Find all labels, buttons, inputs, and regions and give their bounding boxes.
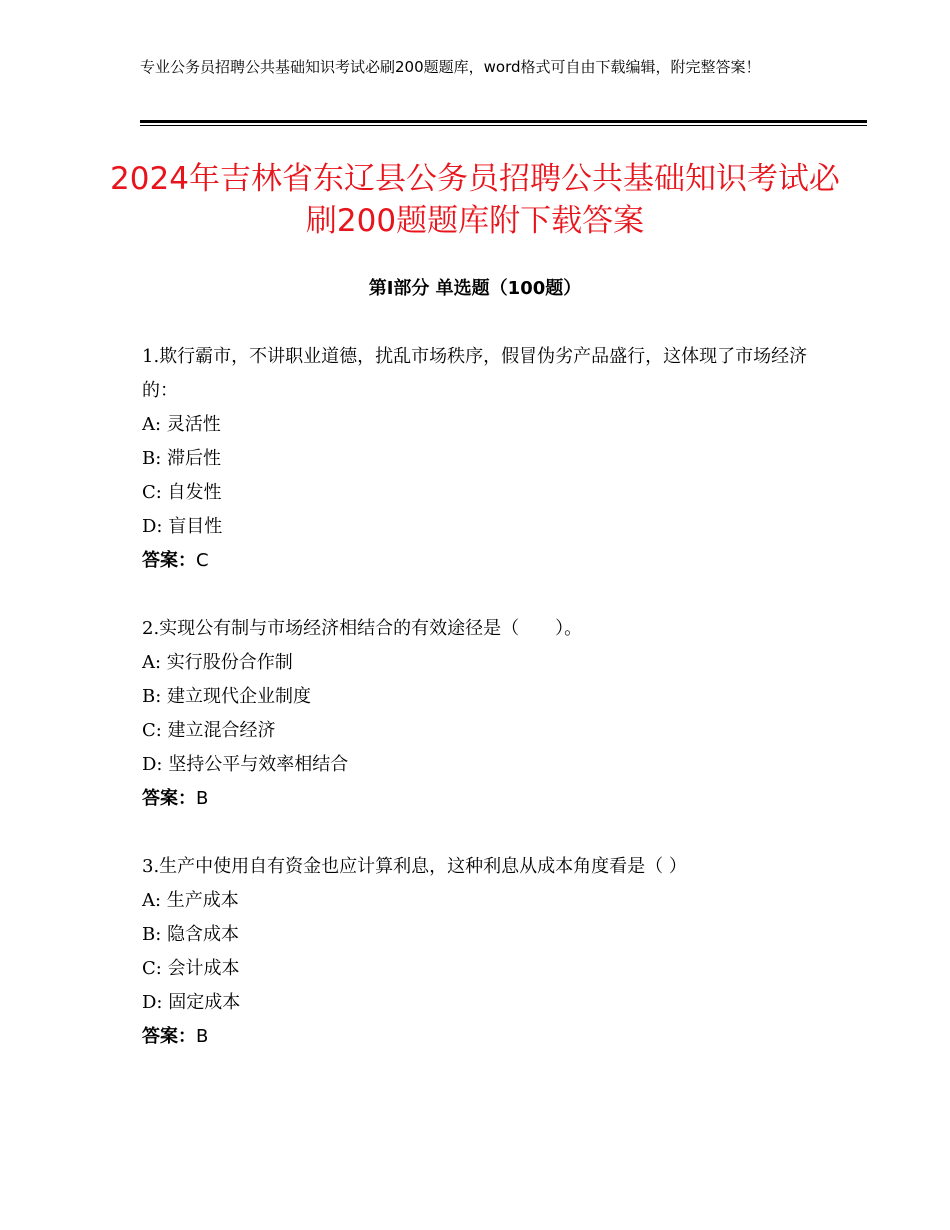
option-d: D: 坚持公平与效率相结合 bbox=[142, 754, 349, 775]
answer-line bbox=[142, 544, 822, 578]
option-d: D: 固定成本 bbox=[142, 992, 241, 1013]
option-c: C: 会计成本 bbox=[142, 958, 240, 979]
answer-label: 答案： bbox=[142, 1026, 196, 1047]
section-heading: 第Ⅰ部分 单选题（100题） bbox=[368, 278, 582, 299]
question-stem: 3.生产中使用自有资金也应计算利息，这种利息从成本角度看是（ ） bbox=[142, 856, 687, 877]
option-d: D: 盲目性 bbox=[142, 516, 223, 537]
header-note: 专业公务员招聘公共基础知识考试必刷200题题库，word格式可自由下载编辑，附完整答案！ bbox=[140, 58, 761, 76]
option-b: B: 滞后性 bbox=[142, 448, 222, 469]
option-b: B: 建立现代企业制度 bbox=[142, 686, 312, 707]
question-2 bbox=[142, 612, 822, 816]
option-a: A: 灵活性 bbox=[142, 414, 221, 435]
question-1 bbox=[142, 340, 822, 578]
question-stem: 1.欺行霸市，不讲职业道德，扰乱市场秩序，假冒伪劣产品盛行，这体现了市场经济的： bbox=[142, 346, 808, 401]
option-c: C: 自发性 bbox=[142, 482, 222, 503]
option-b: B: 隐含成本 bbox=[142, 924, 240, 945]
answer-line bbox=[142, 782, 822, 816]
answer-value: B bbox=[196, 788, 209, 809]
document-title: 2024年吉林省东辽县公务员招聘公共基础知识考试必刷200题题库附下载答案 bbox=[110, 161, 840, 239]
option-a: A: 实行股份合作制 bbox=[142, 652, 293, 673]
option-c: C: 建立混合经济 bbox=[142, 720, 276, 741]
question-3 bbox=[142, 850, 822, 1054]
header-divider bbox=[140, 120, 867, 126]
question-list bbox=[142, 340, 822, 1054]
option-a: A: 生产成本 bbox=[142, 890, 239, 911]
answer-line bbox=[142, 1020, 822, 1054]
answer-label: 答案： bbox=[142, 550, 196, 571]
answer-value: B bbox=[196, 1026, 209, 1047]
answer-label: 答案： bbox=[142, 788, 196, 809]
question-stem: 2.实现公有制与市场经济相结合的有效途径是（ ）。 bbox=[142, 618, 583, 639]
answer-value: C bbox=[196, 550, 209, 571]
